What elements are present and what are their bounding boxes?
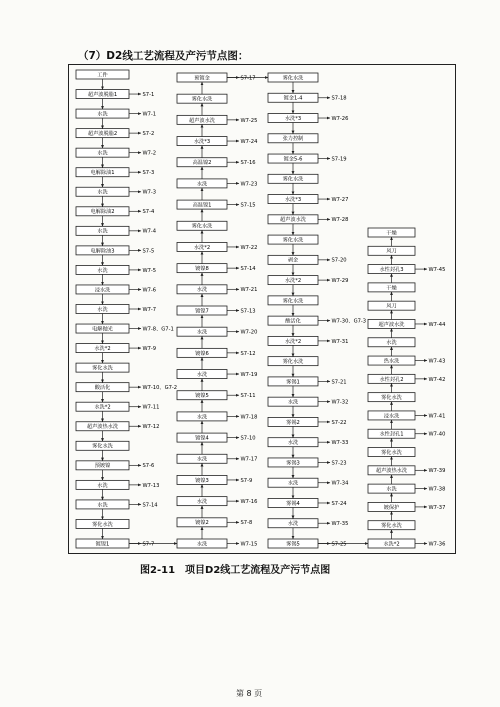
pollutant-node-label: W7-24 xyxy=(240,138,258,145)
process-label: 超声波水洗 xyxy=(378,321,405,328)
pollutant-node-label: W7-15 xyxy=(240,541,258,548)
process-step xyxy=(368,484,445,502)
process-label: 雾化水洗 xyxy=(381,395,402,402)
pollutant-node-label: S7-20 xyxy=(331,257,347,264)
process-step xyxy=(76,324,174,344)
process-step xyxy=(76,246,154,266)
column-c3 xyxy=(268,73,366,548)
process-label: 酸活化 xyxy=(94,385,111,392)
process-step xyxy=(368,429,445,447)
process-step xyxy=(268,377,347,397)
process-label: 水洗 xyxy=(386,486,397,493)
process-label: 超声波水洗 xyxy=(280,217,306,224)
process-label: 镀镍2 xyxy=(195,520,209,527)
process-step xyxy=(177,179,257,200)
process-label: 雾化水洗 xyxy=(92,365,113,372)
figure-caption xyxy=(140,561,330,576)
process-label: 水洗*3 xyxy=(284,115,302,122)
process-label: 镀镍8 xyxy=(195,266,209,273)
pollutant-node-label: S7-2 xyxy=(142,131,155,138)
process-step xyxy=(368,246,415,264)
process-step xyxy=(177,200,256,221)
process-label: 酸活化 xyxy=(285,318,301,325)
process-step xyxy=(76,168,154,188)
process-label: 水洗 xyxy=(287,480,299,487)
process-step xyxy=(268,438,348,458)
pollutant-node-label: W7-4 xyxy=(142,228,157,235)
process-label: 水洗 xyxy=(196,414,208,421)
process-step xyxy=(76,207,155,227)
process-label: 电解抛光 xyxy=(92,326,113,333)
pollutant-node-label: S7-4 xyxy=(142,209,155,216)
pollutant-node-label: W7-11 xyxy=(142,404,160,411)
process-label: 雾化水洗 xyxy=(381,449,402,456)
column-c4 xyxy=(368,228,446,548)
pollutant-node-label: W7-23 xyxy=(240,181,258,188)
process-label: 超声波水洗 xyxy=(189,117,215,124)
process-step xyxy=(76,363,129,383)
pollutant-node-label: S7-13 xyxy=(240,308,256,315)
process-step xyxy=(268,255,347,275)
process-step xyxy=(76,305,156,325)
process-label: 水洗 xyxy=(287,440,299,447)
process-step xyxy=(368,301,415,319)
process-step xyxy=(177,242,257,263)
process-label: 预镀金 xyxy=(194,75,210,82)
pollutant-node-label: W7-1 xyxy=(142,111,157,118)
process-label: 张力控制 xyxy=(282,136,304,143)
pollutant-node-label: W7-31 xyxy=(331,338,349,345)
pollutant-node-label: W7-26 xyxy=(331,115,349,122)
pollutant-node-label: W7-38 xyxy=(428,486,446,493)
process-step xyxy=(268,296,318,316)
process-step xyxy=(268,539,347,548)
process-step xyxy=(268,174,318,194)
process-label: 雾化水洗 xyxy=(282,75,304,82)
process-step xyxy=(177,391,256,412)
process-label: 电解除油3 xyxy=(90,248,115,255)
process-label: 水性封孔2 xyxy=(379,376,404,383)
process-step xyxy=(268,498,347,518)
process-step xyxy=(268,519,348,539)
pollutant-node-label: S7-14 xyxy=(142,502,158,509)
process-step xyxy=(177,412,257,433)
process-step xyxy=(177,348,256,369)
pollutant-node-label: S7-6 xyxy=(142,463,155,470)
process-label: 干燥 xyxy=(386,230,397,237)
process-step xyxy=(368,448,415,466)
process-step xyxy=(268,316,366,336)
pollutant-node-label: W7-3 xyxy=(142,189,157,196)
pollutant-node-label: W7-16 xyxy=(240,499,258,506)
pollutant-node-label: W7-28 xyxy=(331,217,349,224)
process-label: 电解除油1 xyxy=(90,170,115,177)
process-label: 雾锡4 xyxy=(286,500,300,507)
process-label: 镀镍1 xyxy=(95,541,110,548)
process-label: 雾化水洗 xyxy=(381,523,402,530)
process-step xyxy=(368,539,445,548)
process-step xyxy=(177,137,258,158)
process-label: 雾锡2 xyxy=(286,419,300,426)
process-label: 雾化水洗 xyxy=(282,237,304,244)
process-step xyxy=(368,466,445,484)
process-label: 超声波热水洗 xyxy=(375,468,408,475)
process-label: 水性封孔1 xyxy=(379,431,404,438)
process-label: 水洗 xyxy=(196,181,208,188)
process-step xyxy=(177,539,257,548)
process-label: 工件 xyxy=(97,72,108,79)
pollutant-node-label: W7-17 xyxy=(240,456,258,463)
pollutant-node-label: S7-3 xyxy=(142,170,155,177)
process-label: 水洗*2 xyxy=(193,244,211,251)
process-label: 水洗*2 xyxy=(284,338,302,345)
pollutant-node-label: W7-32 xyxy=(331,399,349,406)
figure-number: 图2-11 xyxy=(140,565,176,576)
pollutant-node-label: W7-5 xyxy=(142,267,157,274)
pollutant-node-label: S7-17 xyxy=(240,75,256,82)
pollutant-node-label: W7-9 xyxy=(142,345,157,352)
pollutant-node-label: W7-21 xyxy=(240,287,258,294)
process-step xyxy=(368,393,415,411)
process-label: 水洗*2 xyxy=(383,541,400,548)
process-step xyxy=(368,338,415,356)
pollutant-node-label: S7-10 xyxy=(240,435,256,442)
process-label: 超声波脱脂1 xyxy=(87,91,118,98)
pollutant-node-label: S7-1 xyxy=(142,91,155,98)
pollutant-node-label: S7-23 xyxy=(331,460,347,467)
process-label: 雾化水洗 xyxy=(191,223,213,230)
process-label: 水洗*3 xyxy=(193,138,211,145)
pollutant-node-label: W7-41 xyxy=(428,413,446,420)
process-label: 水洗 xyxy=(97,111,108,118)
pollutant-node-label: S7-14 xyxy=(240,266,256,273)
pollutant-node-label: W7-22 xyxy=(240,244,258,251)
process-step xyxy=(76,480,159,500)
process-step xyxy=(268,357,318,377)
process-step xyxy=(177,306,256,327)
process-step xyxy=(177,497,257,518)
process-step xyxy=(368,319,446,337)
process-label: 水洗 xyxy=(196,287,208,294)
process-label: 风刀 xyxy=(386,303,397,310)
pollutant-node-label: S7-7 xyxy=(142,541,155,548)
pollutant-node-label: W7-39 xyxy=(428,468,446,475)
process-step xyxy=(76,539,154,548)
process-step xyxy=(368,374,445,392)
process-label: 水洗 xyxy=(97,306,108,313)
process-step xyxy=(268,134,318,154)
process-label: 水洗 xyxy=(287,399,299,406)
process-step xyxy=(268,195,348,215)
process-step xyxy=(76,226,157,246)
pollutant-node-label: S7-11 xyxy=(240,393,256,400)
pollutant-node-label: W7-13 xyxy=(142,482,160,489)
process-step xyxy=(76,441,129,461)
process-step xyxy=(177,454,257,475)
process-label: 水洗 xyxy=(196,541,208,548)
pollutant-node-label: W7-33 xyxy=(331,440,349,447)
pollutant-node-label: W7-36 xyxy=(428,541,446,548)
pollutant-node-label: S7-9 xyxy=(240,477,253,484)
process-label: 水洗 xyxy=(196,456,208,463)
process-label: 水洗 xyxy=(97,482,108,489)
process-step xyxy=(76,90,154,110)
process-step xyxy=(368,265,445,283)
process-label: 超声波脱脂2 xyxy=(87,131,118,138)
process-label: 水洗*3 xyxy=(284,196,302,203)
page-number: 第 8 页 xyxy=(236,689,263,698)
process-step xyxy=(177,73,256,94)
process-label: 镀镍4 xyxy=(195,435,209,442)
process-step xyxy=(368,502,445,520)
process-label: 雾化水洗 xyxy=(282,298,304,305)
process-step xyxy=(177,94,227,115)
process-step xyxy=(76,461,154,481)
process-label: 剥金 xyxy=(287,257,299,264)
process-step xyxy=(268,276,348,296)
pollutant-node-label: W7-8、G7-1 xyxy=(142,326,174,333)
pollutant-node-label: S7-22 xyxy=(331,419,347,426)
process-label: 水洗*2 xyxy=(94,345,111,352)
process-label: 水洗 xyxy=(196,329,208,336)
process-label: 干燥 xyxy=(386,285,397,292)
process-step xyxy=(76,344,156,364)
pollutant-node-label: S7-8 xyxy=(240,520,253,527)
process-step xyxy=(268,215,348,235)
process-step xyxy=(268,114,348,134)
pollutant-node-label: W7-29 xyxy=(331,278,349,285)
pollutant-node-label: W7-37 xyxy=(428,504,446,511)
process-label: 水性封孔3 xyxy=(379,266,404,273)
process-label: 电解除油2 xyxy=(90,209,115,216)
process-step xyxy=(268,458,347,478)
process-label: 水洗 xyxy=(97,189,108,196)
process-step xyxy=(76,70,129,90)
process-label: 水洗*2 xyxy=(284,278,302,285)
process-step xyxy=(368,356,445,374)
pollutant-node-label: S7-5 xyxy=(142,248,155,255)
process-step xyxy=(268,154,347,174)
process-label: 浸水洗 xyxy=(383,413,400,420)
process-label: 雾化水洗 xyxy=(191,96,213,103)
process-label: 水洗 xyxy=(386,340,397,347)
diagram-heading: （7）D2线工艺流程及产污节点图： xyxy=(78,50,249,62)
process-step xyxy=(76,519,129,539)
pollutant-node-label: W7-40 xyxy=(428,431,446,438)
pollutant-node-label: W7-18 xyxy=(240,414,258,421)
process-label: 水洗 xyxy=(97,228,108,235)
pollutant-node-label: W7-45 xyxy=(428,266,446,273)
pollutant-node-label: S7-24 xyxy=(331,500,347,507)
process-label: 热水洗 xyxy=(383,358,400,365)
process-step xyxy=(177,264,256,285)
process-label: 镀保护 xyxy=(383,504,400,511)
process-label: 镀镍6 xyxy=(195,350,209,357)
process-step xyxy=(268,235,318,255)
pollutant-node-label: W7-35 xyxy=(331,521,349,528)
pollutant-node-label: S7-15 xyxy=(240,202,256,209)
pollutant-node-label: W7-7 xyxy=(142,306,157,313)
pollutant-node-label: W7-27 xyxy=(331,196,349,203)
process-label: 水洗 xyxy=(97,502,108,509)
process-step xyxy=(76,148,156,168)
process-label: 雾化水洗 xyxy=(282,176,304,183)
process-label: 镀镍3 xyxy=(195,477,209,484)
column-c1 xyxy=(76,70,177,548)
process-label: 镀镍5 xyxy=(195,393,209,400)
pollutant-node-label: W7-12 xyxy=(142,424,160,431)
process-label: 高温镍2 xyxy=(192,160,212,167)
process-step xyxy=(368,411,445,429)
process-step xyxy=(368,283,415,301)
pollutant-node-label: S7-21 xyxy=(331,379,347,386)
process-step xyxy=(268,73,318,93)
process-step xyxy=(76,285,156,305)
column-c2 xyxy=(177,73,258,548)
process-step xyxy=(76,383,177,403)
process-label: 雾锡1 xyxy=(286,379,300,386)
process-label: 镀金1-4 xyxy=(283,95,303,102)
pollutant-node-label: S7-25 xyxy=(331,541,347,548)
process-step xyxy=(76,422,159,442)
process-label: 高温镍1 xyxy=(192,202,212,209)
process-step xyxy=(177,518,252,539)
pollutant-node-label: W7-30、G7-3 xyxy=(331,318,367,325)
process-step xyxy=(268,336,348,356)
process-label: 雾锡3 xyxy=(286,460,300,467)
process-label: 雾化水洗 xyxy=(282,359,304,366)
process-step xyxy=(177,370,257,391)
pollutant-node-label: W7-20 xyxy=(240,329,258,336)
process-step xyxy=(177,285,257,306)
process-label: 超声波热水洗 xyxy=(86,424,119,431)
process-step xyxy=(76,402,159,422)
process-label: 水洗 xyxy=(97,267,108,274)
pollutant-node-label: W7-2 xyxy=(142,150,157,157)
pollutant-node-label: S7-16 xyxy=(240,160,256,167)
process-step xyxy=(76,187,156,207)
pollutant-node-label: W7-10、G7-2 xyxy=(142,385,178,392)
pollutant-node-label: W7-34 xyxy=(331,480,349,487)
process-step xyxy=(76,109,156,129)
pollutant-node-label: W7-42 xyxy=(428,376,446,383)
process-label: 预镀镍 xyxy=(94,463,111,470)
process-step xyxy=(268,93,347,113)
pollutant-node-label: S7-18 xyxy=(331,95,347,102)
process-step xyxy=(177,115,257,136)
process-step xyxy=(368,228,415,246)
figure-title: 项目D2线工艺流程及产污节点图 xyxy=(185,565,331,576)
process-step xyxy=(177,475,252,496)
pollutant-node-label: W7-19 xyxy=(240,371,258,378)
pollutant-node-label: W7-25 xyxy=(240,117,258,124)
process-step xyxy=(76,265,156,285)
process-step xyxy=(76,500,158,520)
process-label: 镀镍7 xyxy=(195,308,209,315)
process-step xyxy=(177,221,227,242)
process-step xyxy=(368,521,415,539)
process-label: 雾化水洗 xyxy=(92,443,113,450)
process-step xyxy=(177,158,256,179)
process-label: 水洗 xyxy=(97,150,108,157)
process-step xyxy=(177,327,257,348)
process-step xyxy=(268,478,349,498)
process-label: 水洗 xyxy=(196,371,208,378)
pollutant-node-label: W7-6 xyxy=(142,287,157,294)
pollutant-node-label: W7-43 xyxy=(428,358,446,365)
process-step xyxy=(177,433,256,454)
process-label: 镀金5-6 xyxy=(283,156,303,163)
process-label: 浸水洗 xyxy=(94,287,111,294)
pollutant-node-label: S7-12 xyxy=(240,350,256,357)
pollutant-node-label: W7-44 xyxy=(428,321,446,328)
process-label: 雾化水洗 xyxy=(92,521,113,528)
process-label: 水洗 xyxy=(287,521,299,528)
process-step xyxy=(76,129,154,149)
process-step xyxy=(268,397,348,417)
process-nodes xyxy=(76,70,446,548)
process-label: 雾锡5 xyxy=(286,541,300,548)
pollutant-node-label: S7-19 xyxy=(331,156,347,163)
process-label: 水洗*2 xyxy=(94,404,111,411)
process-label: 风刀 xyxy=(386,248,397,255)
process-label: 水洗 xyxy=(196,499,208,506)
process-step xyxy=(268,417,347,437)
